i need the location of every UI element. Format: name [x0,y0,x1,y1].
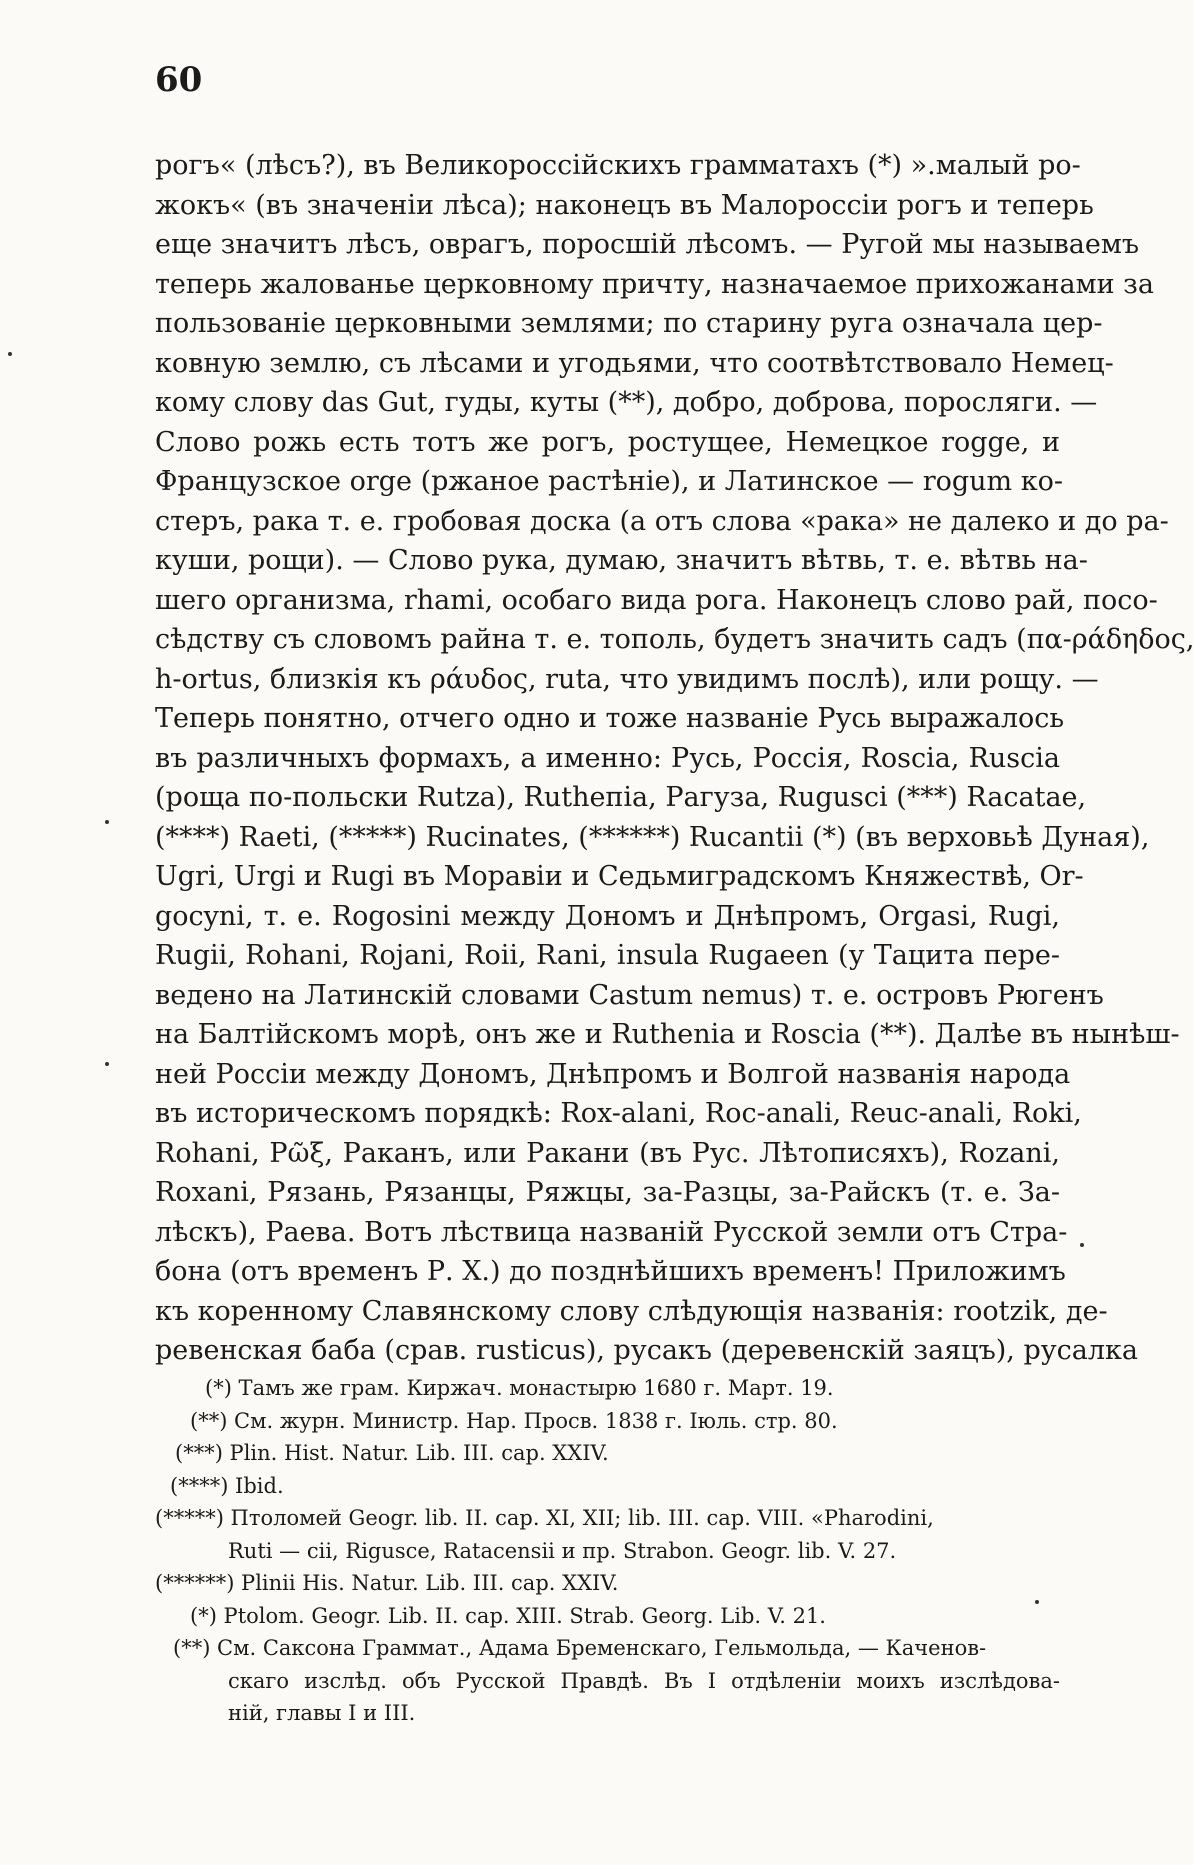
text-line: Roxani, Рязань, Рязанцы, Ряжцы, за-Разцы, за-Райскъ (т. е. За- [155,1177,1060,1208]
text-line: бона (отъ временъ Р. Х.) до позднѣйшихъ временъ! Приложимъ [155,1256,1066,1287]
margin-speck [105,1062,109,1066]
margin-speck [1080,1243,1084,1247]
text-line: Ugri, Urgi и Rugi въ Моравіи и Седьмиградскомъ Княжествѣ, Or- [155,861,1084,892]
margin-speck [1035,1600,1039,1604]
text-line: Rugii, Rohani, Rojani, Roii, Rani, insula Rugaeen (у Тацита пере- [155,940,1060,971]
text-line: Rohani, Ρῶξ, Раканъ, или Ракани (въ Рус. Лѣтописяхъ), Rozani, [155,1137,1060,1169]
text-line: (роща по-польски Rutza), Rutheпia, Рагуза, Ruguscі (***) Racatae, [155,782,1087,813]
text-line: Теперь понятно, отчего одно и тоже названіе Русь выражалось [155,703,1065,734]
footnote: (*****) Птоломей Geogr. lib. II. cap. XI, XII; lib. III. cap. VIII. «Pharodini, [155,1506,934,1530]
footnote: (****) Ibid. [170,1473,284,1498]
margin-speck [8,352,12,356]
footnote-continuation: скаго изслѣд. объ Русской Правдѣ. Въ I отдѣленіи моихъ изслѣдова- [228,1668,1060,1693]
text-line: h-ortus, близкія къ ράυδος, ruta, что увидимъ послѣ), или рощу. — [155,663,1099,695]
text-line: лѣскъ), Раева. Вотъ лѣствица названій Русской земли отъ Стра- [155,1216,1068,1248]
text-line: въ историческомъ порядкѣ: Rox-alani, Roc-anali, Reuc-anali, Roki, [155,1098,1082,1129]
footnote: (***) Plin. Hist. Natur. Lib. III. cap. XXIV. [175,1441,609,1465]
text-line: gocyni, т. е. Rogosini между Дономъ и Днѣпромъ, Orgasi, Rugi, [155,900,1060,932]
footnote: (**) См. Саксона Граммат., Адама Бременскаго, Гельмольда, — Каченов- [173,1636,987,1660]
text-line: въ различныхъ формахъ, а именно: Русь, Россія, Roscia, Ruscia [155,742,1060,774]
text-line: Французское orge (ржаное растѣніе), и Латинское — rogum ко- [155,466,1063,497]
text-line: на Балтійскомъ морѣ, онъ же и Ruthenia и Roscia (**). Далѣе въ нынѣш- [155,1019,1180,1050]
footnote-continuation: ній, главы I и III. [228,1701,416,1725]
text-line: стеръ, рака т. е. гробовая доска (а отъ слова «рака» не далеко и до ра- [155,505,1169,537]
text-line: кому слову das Gut, гуды, куты (**), добро, доброва, поросляги. — [155,387,1098,418]
text-line: ней Россіи между Дономъ, Днѣпромъ и Волгой названія народа [155,1058,1071,1090]
text-line: рогъ« (лѣсъ?), въ Великороссійскихъ грамматахъ (*) ».малый ро- [155,150,1081,181]
body-text [155,146,1194,1371]
text-line: ревенская баба (срав. rusticus), русакъ (деревенскій заяцъ), русалка [155,1335,1138,1366]
text-line: жокъ« (въ значеніи лѣса); наконецъ въ Малороссіи рогъ и теперь [155,189,1094,221]
text-line: (****) Raeti, (*****) Rucinates, (******) Rucantii (*) (въ верховьѣ Дуная), [155,821,1150,853]
footnote-continuation: Ruti — cіі, Rigusce, Ratacensii и пр. Strabon. Geogr. lib. V. 27. [228,1538,897,1563]
footnotes [155,1372,1060,1730]
text-line: теперь жалованье церковному причту, назначаемое прихожанами за [155,268,1154,300]
page-number: 60 [155,60,203,100]
text-line: пользованіе церковными землями; по старину руга означала цер- [155,308,1103,339]
footnote: (******) Plinii His. Natur. Lib. III. cap. XXIV. [155,1571,619,1595]
text-line: Слово рожь есть тотъ же рогъ, ростущее, Немецкое rogge, и [155,426,1060,458]
footnote: (**) См. журн. Министр. Нар. Просв. 1838 г. Іюль. стр. 80. [190,1408,838,1433]
footnote: (*) Тамъ же грам. Киржач. монастырю 1680 г. Март. 19. [205,1376,834,1400]
margin-speck [105,820,109,824]
text-line: къ коренному Славянскому слову слѣдующія названія: rootzik, де- [155,1295,1108,1327]
text-line: еще значитъ лѣсъ, оврагъ, поросшій лѣсомъ. — Ругой мы называемъ [155,229,1140,260]
text-line: куши, рощи). — Слово рука, думаю, значитъ вѣтвь, т. е. вѣтвь на- [155,545,1088,576]
text-line: ведено на Латинскій словами Castum nemus) т. е. островъ Рюгенъ [155,979,1104,1011]
text-line: ковную землю, съ лѣсами и угодьями, что соотвѣтствовало Немец- [155,347,1114,379]
text-line: шего организма, rhami, особаго вида рога. Наконецъ слово рай, посо- [155,584,1158,616]
footnote: (*) Ptolom. Geogr. Lib. II. cap. XIII. Strab. Georg. Lib. V. 21. [190,1603,826,1628]
text-line: сѣдству съ словомъ райна т. е. тополь, будетъ значить садъ (πα-ράδηδος, [155,624,1194,655]
